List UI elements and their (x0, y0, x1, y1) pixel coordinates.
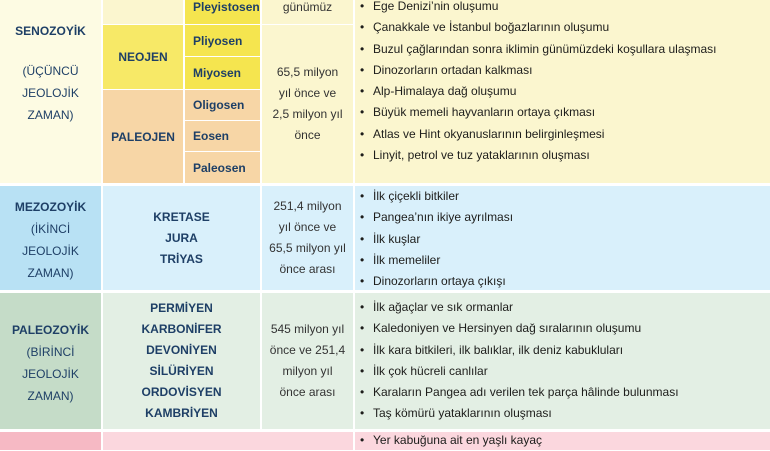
paleozoyik-event-6: • Taş kömürü yataklarının oluşması (355, 403, 770, 424)
paleozoyik-event-3: • İlk kara bitkileri, ilk balıklar, ilk deniz kabukluları (355, 340, 770, 361)
epoch-pliyosen-label: Pliyosen (193, 33, 243, 48)
bottom-period-cell (103, 432, 353, 450)
epoch-oligosen-label: Oligosen (193, 98, 245, 112)
period-paleojen (103, 90, 183, 183)
mezozoyik-sub-2: JEOLOJİK (22, 244, 79, 258)
senozoyik-events (355, 0, 770, 183)
senozoyik-event-7: • Atlas ve Hint okyanuslarının belirginleşmesi (355, 124, 770, 145)
mezozoyik-event-4: • İlk memeliler (355, 250, 770, 271)
period-siluriyen: SİLÜRİYEN (149, 364, 214, 378)
bottom-events (355, 432, 770, 450)
paleozoyik-event-list (355, 297, 770, 425)
paleozoyik-time-3: milyon yıl (282, 364, 333, 378)
epoch-miyosen (185, 57, 260, 89)
mezozoyik-sub-3: ZAMAN) (27, 266, 74, 280)
epoch-pliyosen (185, 25, 260, 56)
senozoyik-time-1: 65,5 milyon (276, 65, 339, 79)
bottom-event-1: • Yer kabuğuna ait en yaşlı kayaç (355, 430, 770, 451)
senozoyik-time-top-label: günümüz (282, 0, 333, 14)
period-neojen (103, 25, 183, 89)
senozoyik-event-8: • Linyit, petrol ve tuz yataklarının oluşması (355, 145, 770, 166)
mezozoyik-era-label (0, 196, 101, 284)
senozoyik-time-2: yıl önce ve (278, 86, 337, 100)
mezozoyik-time-2: yıl önce ve (278, 220, 337, 234)
paleozoyik-sub-3: ZAMAN) (27, 389, 74, 403)
mezozoyik-events (355, 186, 770, 290)
senozoyik-event-4: • Dinozorların ortadan kalkması (355, 60, 770, 81)
senozoyik-event-2: • Çanakkale ve İstanbul boğazlarının oluşumu (355, 17, 770, 38)
mezozoyik-time (262, 186, 353, 290)
paleozoyik-events (355, 293, 770, 429)
senozoyik-sub-1: (ÜÇÜNCÜ (22, 64, 79, 78)
mezozoyik-time-1: 251,4 milyon (273, 199, 342, 213)
senozoyik-time (262, 25, 353, 183)
epoch-miyosen-label: Miyosen (193, 66, 242, 80)
senozoyik-sub-2: JEOLOJİK (22, 86, 79, 100)
mezozoyik-sub-1: (İKİNCİ (30, 222, 71, 236)
senozoyik-sub-3: ZAMAN) (27, 108, 74, 122)
senozoyik-time-top (262, 0, 353, 24)
senozoyik-event-3: • Buzul çağlarından sonra iklimin günümüzdeki koşullara ulaşması (355, 39, 770, 60)
epoch-pleyistosen-label: Pleyistosen (193, 0, 260, 14)
mezozoyik-time-3: 65,5 milyon yıl (269, 241, 346, 255)
epoch-eosen (185, 121, 260, 151)
bottom-event-list (355, 430, 770, 451)
paleozoyik-event-1: • İlk ağaçlar ve sık ormanlar (355, 297, 770, 318)
epoch-paleosen (185, 152, 260, 183)
paleozoyik-sub-2: JEOLOJİK (22, 367, 79, 381)
paleozoyik-periods (103, 293, 260, 429)
paleozoyik-event-2: • Kaledoniyen ve Hersinyen dağ sıralarının oluşumu (355, 318, 770, 339)
mezozoyik-event-3: • İlk kuşlar (355, 229, 770, 250)
senozoyik-era-label (0, 20, 101, 126)
paleozoyik-sub-1: (BİRİNCİ (26, 345, 75, 359)
senozoyik-time-3: 2,5 milyon yıl (272, 107, 343, 121)
senozoyik-period-top (103, 0, 183, 24)
paleozoyik-event-4: • İlk çok hücreli canlılar (355, 361, 770, 382)
mezozoyik-event-list (355, 186, 770, 292)
paleozoyik-time-4: önce arası (279, 385, 336, 399)
period-permiyen: PERMİYEN (150, 301, 213, 315)
epoch-paleosen-label: Paleosen (193, 160, 246, 175)
senozoyik-event-list (355, 0, 770, 166)
period-devoniyen: DEVONİYEN (146, 343, 217, 357)
paleozoyik-time-2: önce ve 251,4 (269, 343, 346, 357)
period-kambriyen: KAMBRİYEN (145, 406, 218, 420)
epoch-eosen-label: Eosen (193, 129, 230, 143)
period-neojen-label: NEOJEN (118, 50, 168, 64)
senozoyik-event-5: • Alp-Himalaya dağ oluşumu (355, 81, 770, 102)
senozoyik-time-4: önce (294, 128, 321, 142)
paleozoyik-name: PALEOZOYİK (11, 323, 90, 337)
period-ordovisyen: ORDOVİSYEN (141, 385, 222, 399)
mezozoyik-periods (103, 186, 260, 290)
senozoyik-name: SENOZOYİK (15, 24, 86, 38)
senozoyik-event-1: • Ege Denizi’nin oluşumu (355, 0, 770, 17)
epoch-pleyistosen (185, 0, 260, 24)
senozoyik-event-6: • Büyük memeli hayvanların ortaya çıkması (355, 102, 770, 123)
mezozoyik-name: MEZOZOYİK (14, 200, 87, 214)
mezozoyik-event-5: • Dinozorların ortaya çıkışı (355, 271, 770, 292)
paleozoyik-time (262, 293, 353, 429)
bottom-era-cell (0, 432, 101, 450)
paleozoyik-time-1: 545 milyon yıl (270, 322, 345, 336)
period-kretase: KRETASE (153, 209, 210, 224)
period-karbonifer: KARBONİFER (141, 322, 222, 336)
period-paleojen-label: PALEOJEN (111, 129, 175, 144)
mezozoyik-event-2: • Pangea’nın ikiye ayrılması (355, 207, 770, 228)
paleozoyik-era-label (0, 319, 101, 407)
paleozoyik-event-5: • Karaların Pangea adı verilen tek parça hâlinde bulunması (355, 382, 770, 403)
epoch-oligosen (185, 90, 260, 120)
period-jura: JURA (165, 230, 198, 245)
period-triyas: TRİYAS (160, 251, 203, 266)
mezozoyik-time-4: önce arası (279, 262, 336, 276)
mezozoyik-event-1: • İlk çiçekli bitkiler (355, 186, 770, 207)
